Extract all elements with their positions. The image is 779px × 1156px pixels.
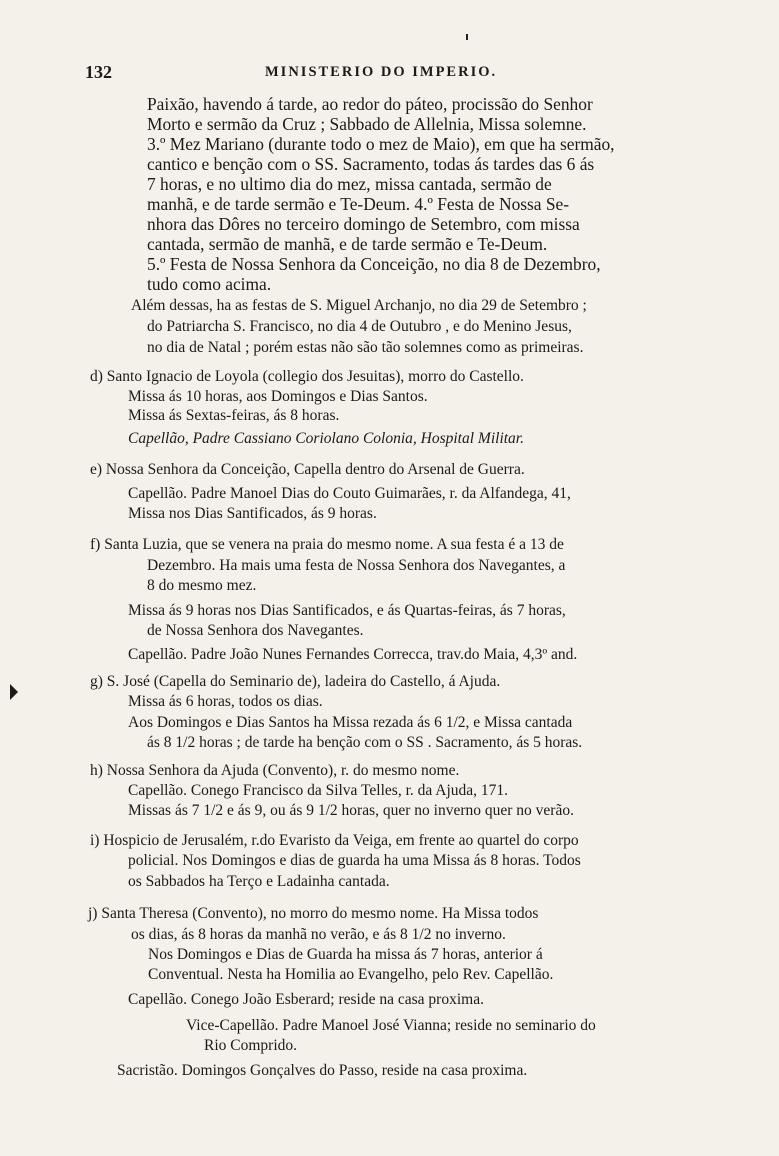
text-line: Sacristão. Domingos Gonçalves do Passo, reside na casa proxima.: [117, 1062, 528, 1079]
text-line: Paixão, havendo á tarde, ao redor do páteo, procissão do Senhor: [147, 94, 593, 114]
text-line: Capellão, Padre Cassiano Coriolano Colonia, Hospital Militar.: [128, 430, 524, 447]
text-line: no dia de Natal ; porém estas não são tão solemnes como as primeiras.: [147, 339, 584, 356]
text-line: Vice-Capellão. Padre Manoel José Vianna; reside no seminario do: [186, 1017, 596, 1034]
text-line: Missa nos Dias Santificados, ás 9 horas.: [128, 505, 377, 522]
margin-marker-icon: [10, 684, 18, 700]
text-line: Além dessas, ha as festas de S. Miguel Archanjo, no dia 29 de Setembro ;: [131, 297, 587, 314]
text-line: os dias, ás 8 horas da manhã no verão, e ás 8 1/2 no inverno.: [131, 926, 506, 943]
page-number: 132: [85, 62, 112, 82]
text-line: Dezembro. Ha mais uma festa de Nossa Senhora dos Navegantes, a: [147, 557, 566, 574]
text-line: Missa ás 9 horas nos Dias Santificados, e ás Quartas-feiras, ás 7 horas,: [128, 602, 566, 619]
text-line: do Patriarcha S. Francisco, no dia 4 de Outubro , e do Menino Jesus,: [147, 318, 572, 335]
text-line: de Nossa Senhora dos Navegantes.: [147, 622, 364, 639]
text-line: 3.º Mez Mariano (durante todo o mez de Maio), em que ha sermão,: [147, 134, 615, 154]
text-line: Rio Comprido.: [204, 1037, 298, 1054]
text-line: 8 do mesmo mez.: [147, 577, 257, 594]
text-line: Capellão. Conego Francisco da Silva Telles, r. da Ajuda, 171.: [128, 782, 509, 799]
page-header: [85, 62, 715, 86]
text-line: Nos Domingos e Dias de Guarda ha missa ás 7 horas, anterior á: [148, 946, 543, 963]
ink-speck: [466, 34, 468, 40]
entry-heading-j: j) Santa Theresa (Convento), no morro do mesmo nome. Ha Missa todos: [88, 905, 539, 922]
entry-heading-e: e) Nossa Senhora da Conceição, Capella dentro do Arsenal de Guerra.: [90, 461, 525, 478]
text-line: Conventual. Nesta ha Homilia ao Evangelho, pelo Rev. Capellão.: [148, 966, 554, 983]
text-line: Capellão. Conego João Esberard; reside na casa proxima.: [128, 991, 484, 1008]
text-line: cantada, sermão de manhã, e de tarde sermão e Te-Deum.: [147, 234, 548, 254]
text-line: Capellão. Padre Manoel Dias do Couto Guimarães, r. da Alfandega, 41,: [128, 485, 571, 502]
text-line: ás 8 1/2 horas ; de tarde ha benção com o SS . Sacramento, ás 5 horas.: [147, 734, 583, 751]
text-line: policial. Nos Domingos e dias de guarda ha uma Missa ás 8 horas. Todos: [128, 852, 581, 869]
text-line: Capellão. Padre João Nunes Fernandes Correcca, trav.do Maia, 4,3º and.: [128, 646, 578, 663]
text-line: 5.º Festa de Nossa Senhora da Conceição, no dia 8 de Dezembro,: [147, 254, 601, 274]
text-line: Missa ás 6 horas, todos os dias.: [128, 693, 323, 710]
text-line: nhora das Dôres no terceiro domingo de Setembro, com missa: [147, 214, 580, 234]
text-line: Missa ás Sextas-feiras, ás 8 horas.: [128, 407, 340, 424]
text-line: manhã, e de tarde sermão e Te-Deum. 4.º Festa de Nossa Se-: [147, 194, 570, 214]
text-line: os Sabbados ha Terço e Ladainha cantada.: [128, 873, 390, 890]
text-line: Missa ás 10 horas, aos Domingos e Dias Santos.: [128, 388, 428, 405]
entry-heading-f: f) Santa Luzia, que se venera na praia do mesmo nome. A sua festa é a 13 de: [90, 536, 564, 553]
entry-heading-d: d) Santo Ignacio de Loyola (collegio dos Jesuitas), morro do Castello.: [90, 368, 524, 385]
text-line: Morto e sermão da Cruz ; Sabbado de Allelnia, Missa solemne.: [147, 114, 587, 134]
text-line: 7 horas, e no ultimo dia do mez, missa cantada, sermão de: [147, 174, 552, 194]
entry-heading-h: h) Nossa Senhora da Ajuda (Convento), r. do mesmo nome.: [90, 762, 460, 779]
running-head: MINISTERIO DO IMPERIO.: [265, 64, 498, 80]
entry-heading-g: g) S. José (Capella do Seminario de), ladeira do Castello, á Ajuda.: [90, 673, 501, 690]
text-line: Aos Domingos e Dias Santos ha Missa rezada ás 6 1/2, e Missa cantada: [128, 714, 573, 731]
text-line: tudo como acima.: [147, 274, 272, 294]
entry-heading-i: i) Hospicio de Jerusalém, r.do Evaristo da Veiga, em frente ao quartel do corpo: [90, 832, 579, 849]
text-line: cantico e benção com o SS. Sacramento, todas ás tardes das 6 ás: [147, 154, 595, 174]
text-line: Missas ás 7 1/2 e ás 9, ou ás 9 1/2 horas, quer no inverno quer no verão.: [128, 802, 574, 819]
